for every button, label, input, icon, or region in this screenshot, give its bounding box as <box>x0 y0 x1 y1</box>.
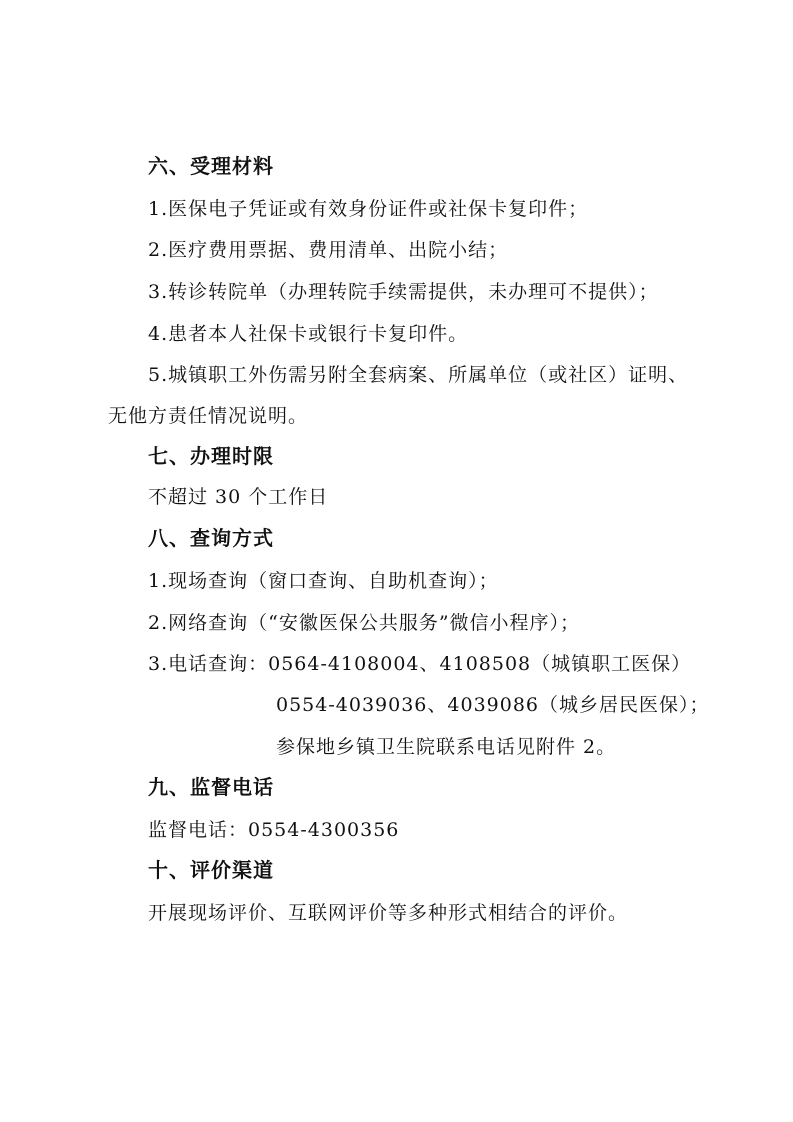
materials-item-2: 2.医疗费用票据、费用清单、出院小结； <box>148 239 509 261</box>
query-item-1: 1.现场查询（窗口查询、自助机查询）； <box>148 570 499 592</box>
materials-item-1: 1.医保电子凭证或有效身份证件或社保卡复印件； <box>148 198 589 220</box>
processing-time-text: 不超过 30 个工作日 <box>148 486 329 508</box>
section-heading-materials: 六、受理材料 <box>148 154 274 178</box>
materials-item-4: 4.患者本人社保卡或银行卡复印件。 <box>148 323 469 345</box>
section-heading-processing-time: 七、办理时限 <box>148 444 274 468</box>
query-item-3: 3.电话查询：0564-4108004、4108508（城镇职工医保） <box>148 653 692 675</box>
materials-item-3: 3.转诊转院单（办理转院手续需提供，未办理可不提供）； <box>148 281 659 303</box>
query-item-3-township-note: 参保地乡镇卫生院联系电话见附件 2。 <box>276 736 617 758</box>
evaluation-channels-text: 开展现场评价、互联网评价等多种形式相结合的评价。 <box>148 902 629 924</box>
supervision-phone-text: 监督电话：0554-4300356 <box>148 819 400 841</box>
query-item-2: 2.网络查询（“安徽医保公共服务”微信小程序）； <box>148 612 581 634</box>
section-heading-query-methods: 八、查询方式 <box>148 526 274 550</box>
section-heading-supervision-phone: 九、监督电话 <box>148 775 274 799</box>
query-item-3-phone-rural: 0554-4039036、4039086（城乡居民医保）； <box>276 694 710 716</box>
materials-item-5-continued: 无他方责任情况说明。 <box>108 405 309 427</box>
section-heading-evaluation-channels: 十、评价渠道 <box>148 858 274 882</box>
materials-item-5: 5.城镇职工外伤需另附全套病案、所属单位（或社区）证明、 <box>148 364 689 386</box>
